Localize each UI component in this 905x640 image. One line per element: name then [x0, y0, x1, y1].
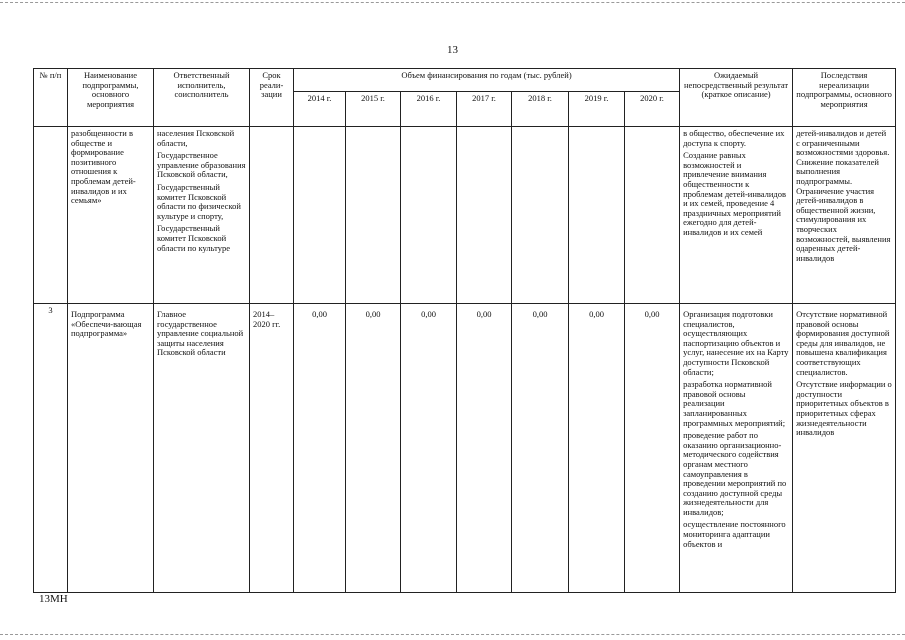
year-2015: 2015 г. [346, 92, 401, 127]
row1-responsible-3: Государственный комитет Псковской области по культуре [157, 223, 231, 253]
financing-table [33, 68, 896, 593]
table-row [34, 127, 896, 304]
row1-responsible-2: Государственный комитет Псковской области по физической культуре и спорту, [157, 181, 241, 221]
row2-v2019: 0,00 [569, 304, 625, 593]
year-2019: 2019 г. [569, 92, 625, 127]
header-result: Ожидаемый непосредственный результат (краткое описание) [680, 69, 793, 127]
header-term: Срок реали-зации [250, 69, 294, 127]
header-responsible: Ответственный исполнитель, соисполнитель [154, 69, 250, 127]
row2-consequences-1: Отсутствие информации о доступности приоритетных объектов в приоритетных сферах жизнедеятельности инвалидов [796, 379, 892, 438]
row1-v2019 [569, 127, 625, 304]
header-name: Наименование подпрограммы, основного мероприятия [68, 69, 154, 127]
row2-v2017: 0,00 [457, 304, 512, 593]
row1-term [250, 127, 294, 304]
row1-v2017 [457, 127, 512, 304]
row2-result-1: разработка нормативной правовой основы реализации запланированных программных мероприятий; [683, 379, 786, 428]
row1-result-0: в общество, обеспечение их доступа к спорту. [683, 128, 785, 148]
row2-term: 2014–2020 гг. [250, 304, 294, 593]
table-row [34, 304, 896, 593]
row2-v2015: 0,00 [346, 304, 401, 593]
row1-v2020 [625, 127, 680, 304]
row1-num [34, 127, 68, 304]
year-2016: 2016 г. [401, 92, 457, 127]
row1-result [680, 127, 793, 304]
row2-v2014: 0,00 [294, 304, 346, 593]
row1-v2015 [346, 127, 401, 304]
row2-consequences [793, 304, 896, 593]
row2-v2020: 0,00 [625, 304, 680, 593]
row2-v2016: 0,00 [401, 304, 457, 593]
year-2014: 2014 г. [294, 92, 346, 127]
row2-result-2: проведение работ по оказанию организационно-методического содействия органам местного самоуправления в проведении мероприятий по созданию доступной среды жизнедеятельности для инвалидов; [683, 430, 787, 517]
row2-consequences-0: Отсутствие нормативной правовой основы формирования доступной среды для инвалидов, не повышена квалификация соответствующих специалистов. [796, 309, 890, 377]
row1-name: разобщенности в обществе и формирование позитивного отношения к проблемам детей-инвалидов и их семьям» [68, 127, 154, 304]
year-2018: 2018 г. [512, 92, 569, 127]
row1-v2016 [401, 127, 457, 304]
year-2017: 2017 г. [457, 92, 512, 127]
row1-responsible [154, 127, 250, 304]
row1-responsible-1: Государственное управление образования Псковской области, [157, 150, 246, 180]
row2-v2018: 0,00 [512, 304, 569, 593]
page-number: 13 [447, 44, 458, 56]
row1-consequences: детей-инвалидов и детей с ограниченными возможностями здоровья. Снижение показателей выполнения подпрограммы. Ограничение участия детей-инвалидов в общественной жизни, стимулирования их творческих возможностей, выявления одаренных детей-инвалидов [793, 127, 896, 304]
footer-code: 13МН [39, 593, 68, 605]
row2-result-0: Организация подготовки специалистов, осуществляющих паспортизацию объектов и услуг, нанесение их на Карту доступности Псковской области; [683, 309, 789, 377]
top-edge-line [0, 2, 905, 3]
row2-result [680, 304, 793, 593]
row1-v2014 [294, 127, 346, 304]
row2-result-3: осуществление постоянного мониторинга адаптации объектов и [683, 519, 786, 549]
row2-name: Подпрограмма «Обеспечи-вающая подпрограмма» [68, 304, 154, 593]
bottom-edge-line [0, 634, 905, 635]
header-consequences: Последствия нереализации подпрограммы, основного мероприятия [793, 69, 896, 127]
row1-result-1: Создание равных возможностей и привлечение внимания общественности к проблемам детей-инвалидов и их семей, проведение 4 праздничных мероприятий ежегодно для детей-инвалидов и их семей [683, 150, 787, 237]
header-num: № п/п [34, 69, 68, 127]
row1-v2018 [512, 127, 569, 304]
row2-num: 3 [34, 304, 68, 593]
row2-responsible: Главное государственное управление социальной защиты населения Псковской области [154, 304, 250, 593]
row1-responsible-0: населения Псковской области, [157, 128, 235, 148]
header-financing: Объем финансирования по годам (тыс. рублей) [294, 69, 680, 92]
year-2020: 2020 г. [625, 92, 680, 127]
